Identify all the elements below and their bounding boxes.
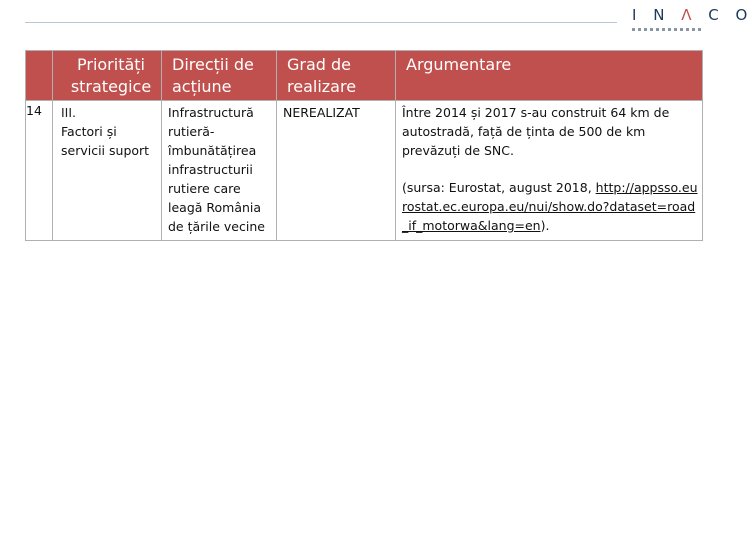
priority-number: III.: [61, 105, 77, 120]
table-header-row: [26, 51, 703, 101]
header-status: [277, 51, 396, 101]
logo-wordmark: I N Λ C O: [632, 6, 753, 24]
inaco-logo: [628, 6, 753, 36]
eurostat-link[interactable]: http://appsso.eurostat.ec.europa.eu/nui/show.do?dataset=road_if_motorwa&lang=en: [402, 180, 698, 233]
priority-text: Factori și servicii suport: [61, 124, 150, 158]
direction-text: Infrastructură rutieră-îmbunătățirea infrastructurii rutiere care leagă România de țările vecine: [168, 105, 265, 234]
logo-tagline-decoration: [632, 28, 704, 31]
status-cell: [277, 101, 396, 241]
priority-cell: [53, 101, 162, 241]
row-index: 14: [26, 101, 53, 241]
source-suffix: ).: [540, 218, 550, 233]
status-text: NEREALIZAT: [283, 105, 360, 120]
header-divider: [25, 22, 617, 23]
header-argument-label: Argumentare: [406, 55, 512, 74]
header-argument: [396, 51, 703, 101]
header-directions: [162, 51, 277, 101]
argument-cell: [396, 101, 703, 241]
argument-text: Între 2014 și 2017 s-au construit 64 km de autostradă, față de ținta de 500 de km prevăzuți de SNC.: [402, 105, 670, 158]
header-status-label: Grad de realizare: [287, 55, 357, 96]
table-row: [26, 101, 703, 241]
header-index-cell: [26, 51, 53, 101]
header-priorities: [53, 51, 162, 101]
header-directions-label: Direcții de acțiune: [172, 55, 254, 96]
source-prefix: (sursa: Eurostat, august 2018,: [402, 180, 596, 195]
strategy-table: [25, 50, 703, 241]
source-citation: [396, 160, 702, 235]
direction-cell: [162, 101, 277, 241]
header-priorities-label: Priorități strategice: [70, 55, 152, 96]
